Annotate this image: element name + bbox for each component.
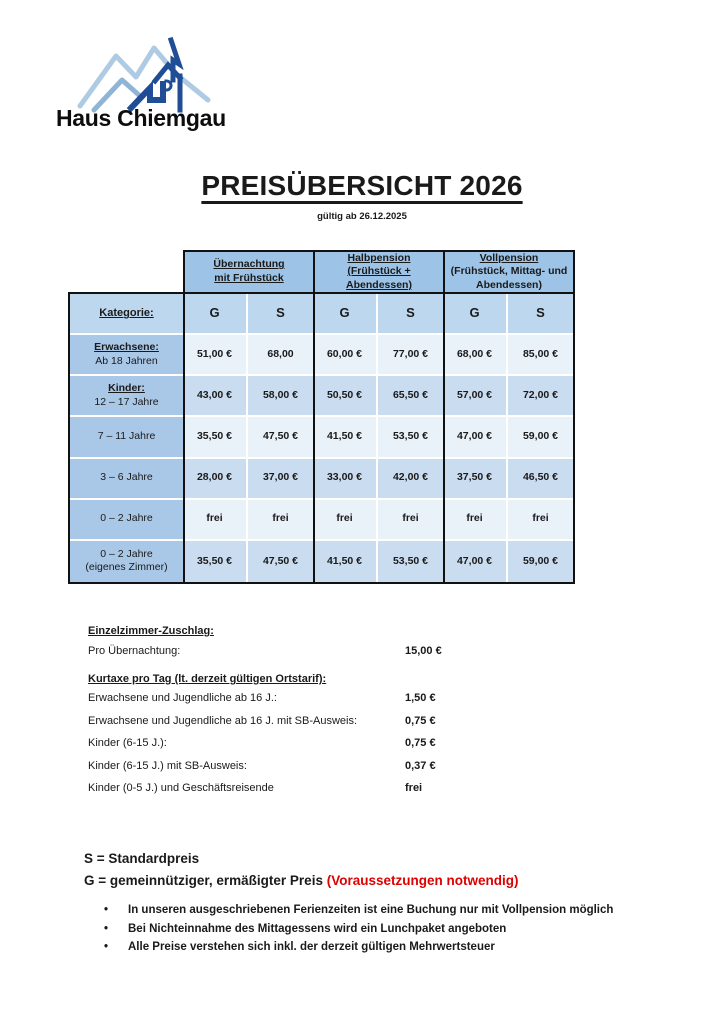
price-cell	[443, 459, 508, 500]
note-item	[100, 920, 613, 939]
fee-value: 0,75 €	[405, 737, 436, 749]
legend-reduced-price	[84, 870, 518, 892]
price-cell	[443, 541, 508, 582]
price-cell	[248, 335, 313, 376]
price-cell	[443, 376, 508, 417]
price-cell	[248, 376, 313, 417]
price-value: 59,00 €	[522, 430, 559, 443]
price-table	[68, 292, 575, 584]
price-cell	[508, 417, 573, 458]
price-cell	[183, 541, 248, 582]
fee-row	[88, 715, 664, 727]
note-item	[100, 938, 613, 957]
price-cell	[508, 335, 573, 376]
price-value: 41,50 €	[326, 554, 363, 567]
notes-list	[100, 901, 613, 957]
price-value: 77,00 €	[392, 347, 429, 360]
price-type-label: G	[339, 305, 350, 321]
category-cell	[70, 541, 183, 582]
price-cell	[508, 541, 573, 582]
price-type-header-3	[313, 294, 378, 335]
fee-row	[88, 737, 664, 749]
price-value: 37,50 €	[456, 471, 493, 484]
price-cell	[248, 500, 313, 541]
price-value: 60,00 €	[326, 347, 363, 360]
haus-chiemgau-logo	[76, 34, 226, 114]
price-grid	[70, 294, 573, 582]
legend-requirements-note: (Voraussetzungen notwendig)	[326, 873, 519, 888]
price-cell	[443, 500, 508, 541]
price-value: 58,00 €	[262, 388, 299, 401]
bullet-icon: •	[104, 904, 109, 916]
price-cell	[443, 417, 508, 458]
price-value: frei	[466, 512, 483, 525]
price-value: 72,00 €	[522, 388, 559, 401]
price-value: 28,00 €	[196, 471, 233, 484]
price-cell	[378, 335, 443, 376]
column-group-line1: Halbpension	[347, 251, 411, 264]
fee-value: 15,00 €	[405, 645, 442, 657]
price-type-header-2	[248, 294, 313, 335]
fee-value: 0,75 €	[405, 714, 436, 727]
category-cell	[70, 459, 183, 500]
table-divider	[443, 294, 445, 582]
price-cell	[183, 417, 248, 458]
single-room-surcharge-rows	[88, 645, 664, 665]
fee-label: Pro Übernachtung:	[88, 645, 181, 657]
price-cell	[183, 335, 248, 376]
price-value: 47,00 €	[456, 430, 493, 443]
price-cell	[443, 335, 508, 376]
price-type-header-4	[378, 294, 443, 335]
price-value: 65,50 €	[392, 388, 429, 401]
price-value: 46,50 €	[522, 471, 559, 484]
category-sublabel: (eigenes Zimmer)	[85, 561, 168, 574]
price-value: frei	[206, 512, 223, 525]
price-value: 42,00 €	[392, 471, 429, 484]
category-label: 7 – 11 Jahre	[97, 430, 156, 443]
table-divider	[313, 294, 315, 582]
price-cell	[313, 417, 378, 458]
price-value: 53,50 €	[392, 554, 429, 567]
price-value: 41,50 €	[326, 430, 363, 443]
price-cell	[248, 541, 313, 582]
price-value: 85,00 €	[522, 347, 559, 360]
price-cell	[183, 376, 248, 417]
kategorie-label: Kategorie:	[99, 307, 154, 320]
fee-label: Kinder (6-15 J.) mit SB-Ausweis:	[88, 759, 247, 772]
category-label: 0 – 2 Jahre	[100, 512, 153, 525]
price-cell	[378, 541, 443, 582]
price-type-header-6	[508, 294, 573, 335]
table-divider	[183, 294, 185, 582]
price-value: 53,50 €	[392, 430, 429, 443]
price-value: 47,50 €	[262, 430, 299, 443]
price-cell	[313, 376, 378, 417]
price-value: 35,50 €	[196, 430, 233, 443]
legend-standard-price: S = Standardpreis	[84, 851, 200, 866]
note-text: In unseren ausgeschriebenen Ferienzeiten ist eine Buchung nur mit Vollpension möglich	[128, 904, 614, 916]
category-label: Kinder:	[108, 382, 145, 395]
price-cell	[378, 459, 443, 500]
price-value: 43,00 €	[196, 388, 233, 401]
column-group-line1: Übernachtung	[213, 258, 285, 271]
price-cell	[313, 541, 378, 582]
category-label: 3 – 6 Jahre	[100, 471, 153, 484]
price-cell	[313, 459, 378, 500]
category-cell	[70, 376, 183, 417]
price-cell	[183, 500, 248, 541]
price-value: frei	[532, 512, 549, 525]
category-cell	[70, 417, 183, 458]
price-type-label: S	[276, 305, 285, 321]
price-cell	[508, 459, 573, 500]
price-type-label: G	[209, 305, 220, 321]
brand-wordmark: Haus Chiemgau	[56, 105, 226, 131]
fee-label: Erwachsene und Jugendliche ab 16 J.:	[88, 692, 277, 704]
fee-row	[88, 645, 664, 657]
note-text: Bei Nichteinnahme des Mittagessens wird ein Lunchpaket angeboten	[128, 922, 507, 935]
category-sublabel: 12 – 17 Jahre	[94, 395, 159, 408]
kurtaxe-title: Kurtaxe pro Tag (lt. derzeit gültigen Ortstarif):	[88, 673, 327, 685]
column-group-line2: (Frühstück + Abendessen)	[346, 265, 412, 291]
price-cell	[248, 417, 313, 458]
price-type-label: S	[406, 305, 415, 321]
price-value: 33,00 €	[326, 471, 363, 484]
price-value: 57,00 €	[456, 388, 493, 401]
fee-row	[88, 692, 664, 704]
price-cell	[378, 500, 443, 541]
bullet-icon: •	[104, 941, 109, 953]
price-value: 51,00 €	[196, 347, 233, 360]
note-item	[100, 901, 613, 920]
fee-label: Kinder (0-5 J.) und Geschäftsreisende	[88, 782, 274, 794]
fee-row	[88, 782, 664, 794]
category-label: 0 – 2 Jahre	[100, 547, 153, 560]
price-value: frei	[272, 512, 289, 525]
price-cell	[378, 376, 443, 417]
page-title: PREISÜBERSICHT 2026	[201, 170, 523, 201]
price-cell	[508, 376, 573, 417]
kurtaxe-rows	[88, 692, 664, 802]
price-value: frei	[336, 512, 353, 525]
column-group-header-3	[443, 250, 575, 294]
legend-reduced-price-text: G = gemeinnütziger, ermäßigter Preis	[84, 873, 327, 888]
column-group-header-1	[183, 250, 315, 294]
price-legend	[84, 848, 518, 892]
fee-row	[88, 760, 664, 772]
category-label: Erwachsene:	[94, 340, 159, 353]
category-cell	[70, 500, 183, 541]
price-value: 59,00 €	[522, 554, 559, 567]
price-cell	[313, 335, 378, 376]
price-cell	[508, 500, 573, 541]
fee-label: Erwachsene und Jugendliche ab 16 J. mit SB-Ausweis:	[88, 714, 358, 727]
price-type-label: G	[469, 305, 480, 321]
price-value: 50,50 €	[326, 388, 363, 401]
mountain-icon	[80, 48, 208, 110]
price-value: 47,00 €	[456, 554, 493, 567]
column-group-line2: (Frühstück, Mittag- und Abendessen)	[450, 265, 568, 291]
fee-value: frei	[405, 782, 423, 794]
price-value: 68,00	[267, 347, 294, 360]
fee-value: 1,50 €	[405, 692, 436, 704]
price-cell	[313, 500, 378, 541]
fee-value: 0,37 €	[405, 759, 436, 772]
price-value: 47,50 €	[262, 554, 299, 567]
kategorie-header-cell	[70, 294, 183, 335]
column-group-header-2	[313, 250, 445, 294]
price-type-header-1	[183, 294, 248, 335]
price-value: 35,50 €	[196, 554, 233, 567]
category-sublabel: Ab 18 Jahren	[95, 354, 158, 367]
price-value: 37,00 €	[262, 471, 299, 484]
price-type-label: S	[536, 305, 545, 321]
table-column-group-headers	[183, 250, 575, 294]
column-group-line2: mit Frühstück	[214, 272, 284, 284]
category-cell	[70, 335, 183, 376]
price-cell	[183, 459, 248, 500]
price-cell	[378, 417, 443, 458]
price-type-header-5	[443, 294, 508, 335]
price-value: frei	[402, 512, 419, 525]
fee-label: Kinder (6-15 J.):	[88, 737, 167, 749]
note-text: Alle Preise verstehen sich inkl. der derzeit gültigen Mehrwertsteuer	[128, 941, 495, 953]
bullet-icon: •	[104, 922, 109, 935]
price-value: 68,00 €	[456, 347, 493, 360]
single-room-surcharge-title: Einzelzimmer-Zuschlag:	[88, 625, 214, 637]
column-group-line1: Vollpension	[479, 251, 539, 264]
price-cell	[248, 459, 313, 500]
valid-from-subtitle: gültig ab 26.12.2025	[317, 211, 407, 222]
